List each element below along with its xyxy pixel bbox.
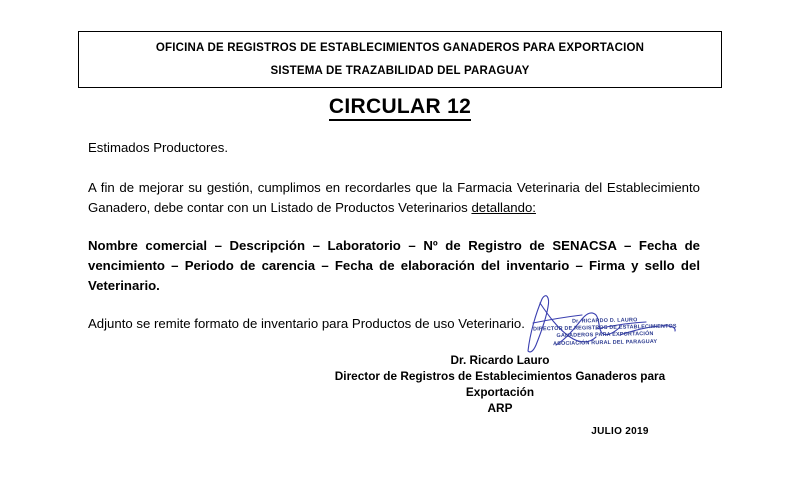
paragraph-attachment: Adjunto se remite formato de inventario para Productos de uso Veterinario. (88, 316, 525, 331)
signature-block (300, 352, 700, 416)
signer-role: Director de Registros de Establecimientos Ganaderos para Exportación (334, 369, 666, 399)
signer-org: ARP (487, 401, 513, 415)
stamp-line-4: ASOCIACIÓN RURAL DEL PARAGUAY (553, 338, 658, 347)
paragraph-instruction-underlined: detallando: (471, 200, 536, 215)
paragraph-instruction-text: A fin de mejorar su gestión, cumplimos en recordarles que la Farmacia Veterinaria del Establecimiento Ganadero, debe contar con un Listado de Productos Veterinarios (88, 180, 700, 215)
paragraph-instruction (88, 178, 700, 218)
page-title-text: CIRCULAR 12 (329, 95, 471, 121)
greeting-paragraph: Estimados Productores. (88, 140, 228, 155)
stamp-line-2: DIRECTOR DE REGISTROS DE ESTABLECIMIENTOS (533, 323, 677, 333)
signature-area (470, 293, 725, 353)
header-office-line: OFICINA DE REGISTROS DE ESTABLECIMIENTOS GANADEROS PARA EXPORTACION (155, 42, 645, 54)
paragraph-requirements: Nombre comercial – Descripción – Laboratorio – Nº de Registro de SENACSA – Fecha de vencimiento – Periodo de carencia – Fecha de elaboración del inventario – Firma y sello del Veterinario. (88, 238, 700, 293)
document-date: JULIO 2019 (591, 426, 649, 437)
official-stamp (530, 316, 681, 348)
signer-name: Dr. Ricardo Lauro (450, 353, 550, 367)
page-title (0, 95, 800, 119)
document-header-box (78, 31, 722, 88)
header-system-line: SISTEMA DE TRAZABILIDAD DEL PARAGUAY (270, 65, 530, 77)
stamp-line-3: GANADEROS PARA EXPORTACIÓN (556, 331, 654, 340)
stamp-line-1: Dr. RICARDO D. LAURO (572, 317, 638, 325)
